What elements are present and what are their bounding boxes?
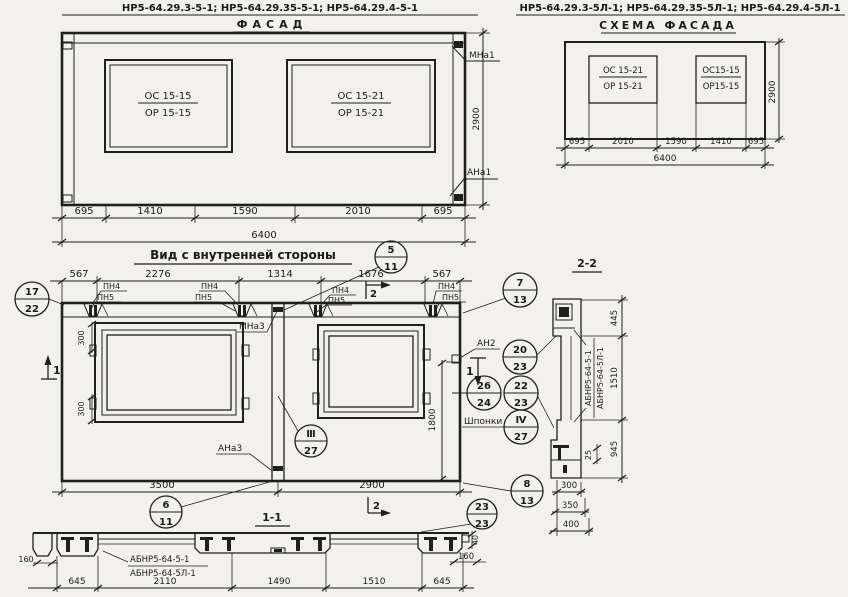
svg-text:22: 22 (514, 381, 528, 392)
dim-label: 160 (18, 555, 34, 564)
svg-text:20: 20 (513, 345, 527, 356)
dim-label: 1590 (232, 206, 258, 217)
dim-label: 1800 (428, 408, 438, 432)
panel-mark: АБНР5-64-5-1 (584, 350, 593, 406)
svg-text:23: 23 (475, 502, 489, 513)
svg-text:13: 13 (513, 295, 527, 306)
svg-text:7: 7 (516, 278, 524, 289)
dim-label: 2900 (359, 480, 385, 491)
svg-text:5: 5 (387, 245, 395, 256)
joint-label-ana3: АНа3 (218, 444, 243, 454)
dim-label: 2010 (612, 137, 634, 147)
keys-label: Шпонки (464, 417, 503, 427)
panel-mark: АБНР5-64-5-1 (130, 555, 190, 565)
window-mark: ОР 15-21 (337, 108, 385, 119)
dim-label: 300 (77, 401, 86, 417)
svg-text:23: 23 (513, 362, 527, 373)
svg-text:11: 11 (159, 517, 173, 528)
dim-label: 645 (433, 577, 451, 587)
window-mark: ОР 15-15 (144, 108, 192, 119)
facade-title: НР5-64.29.3-5-1; НР5-64.29.35-5-1; НР5-64.29.4-5-1 (121, 3, 419, 14)
dim-label: 567 (69, 269, 89, 280)
dim-label: 350 (561, 501, 579, 511)
pn4-label: ПН4 (332, 286, 350, 295)
window-mark: ОР15-15 (702, 82, 740, 92)
dim-label: 695 (747, 137, 765, 147)
dim-label: 2900 (472, 107, 482, 131)
window-mark: ОС15-15 (702, 66, 740, 76)
svg-text:24: 24 (477, 398, 491, 409)
dim-label: 2276 (145, 269, 171, 280)
dim-label: 2900 (768, 80, 778, 104)
dim-label: 945 (610, 440, 620, 458)
dim-label: 1314 (267, 269, 293, 280)
dim-label: 567 (432, 269, 452, 280)
dim-label: 1590 (665, 137, 687, 147)
dim-label: 40 (471, 534, 480, 546)
anchor-label-an2: АН2 (477, 339, 496, 349)
pn4-label: ПН4 (438, 282, 456, 291)
dim-label: 300 (77, 330, 86, 346)
dim-label: 695 (74, 206, 94, 217)
section-1-1-label: 1-1 (262, 511, 282, 524)
schema-subtitle: СХЕМА ФАСАДА (599, 19, 737, 32)
dim-label: 6400 (653, 154, 677, 164)
callout-22-23 (504, 376, 538, 410)
pn5-label: ПН5 (97, 293, 115, 302)
section-marker-label: 1 (466, 365, 474, 378)
pn5-label: ПН5 (442, 293, 460, 302)
svg-text:Ⅳ: Ⅳ (515, 415, 527, 426)
facade-subtitle: ФАСАД (236, 18, 308, 31)
joint-label-mna3: МНа3 (239, 322, 265, 332)
dim-label: 1410 (137, 206, 163, 217)
anchor-mark-bottom (454, 194, 463, 201)
dim-label: 1676 (358, 269, 384, 280)
dim-label: 1510 (362, 577, 386, 587)
svg-text:Ⅲ: Ⅲ (306, 429, 316, 440)
svg-text:13: 13 (520, 496, 534, 507)
window-mark: ОС 15-15 (144, 91, 192, 102)
dim-label: 1490 (267, 577, 291, 587)
dim-label: 400 (562, 520, 580, 530)
dim-label: 6400 (251, 230, 277, 241)
section-marker-label: 2 (370, 289, 377, 300)
section-marker-label: 2 (373, 501, 380, 512)
schema-title: НР5-64.29.3-5Л-1; НР5-64.29.35-5Л-1; НР5-64.29.4-5Л-1 (519, 3, 841, 14)
dim-label: 3500 (149, 480, 175, 491)
svg-text:11: 11 (384, 262, 398, 273)
dim-label: 2110 (153, 577, 177, 587)
section-marker-label: 1 (53, 364, 61, 377)
svg-text:6: 6 (162, 500, 170, 511)
svg-text:23: 23 (475, 519, 489, 530)
svg-text:27: 27 (304, 446, 318, 457)
svg-text:23: 23 (514, 398, 528, 409)
anchor-mark-top (454, 41, 463, 48)
panel-mark: АБНР5-64-5Л-1 (130, 569, 196, 579)
anchor-label-mna1: МНа1 (469, 51, 495, 61)
window-mark: ОС 15-21 (337, 91, 385, 102)
pn4-label: ПН4 (103, 282, 121, 291)
pn5-label: ПН5 (328, 296, 346, 305)
dim-label: 1510 (610, 367, 620, 389)
dim-label: 645 (68, 577, 86, 587)
svg-text:22: 22 (25, 304, 39, 315)
dim-label: 160 (457, 552, 475, 562)
anchor-label-ana1: АНа1 (467, 168, 492, 178)
dim-label: 25 (584, 449, 593, 461)
svg-text:27: 27 (514, 432, 528, 443)
dim-label: 300 (560, 481, 578, 491)
svg-text:17: 17 (25, 287, 39, 298)
section-2-2-title: 2-2 (577, 257, 597, 270)
inner-title: Вид с внутренней стороны (150, 248, 336, 262)
pn5-label: ПН5 (195, 293, 213, 302)
pn4-label: ПН4 (201, 282, 219, 291)
window-mark: ОС 15-21 (602, 66, 644, 76)
callout-4-27 (504, 410, 538, 444)
dim-label: 2010 (345, 206, 371, 217)
dim-label: 445 (610, 309, 620, 327)
svg-text:8: 8 (523, 479, 531, 490)
dim-label: 695 (568, 137, 586, 147)
window-mark: ОР 15-21 (603, 82, 643, 92)
dim-label: 1410 (710, 137, 732, 147)
dim-label: 695 (433, 206, 453, 217)
panel-mark: АБНР5-64-5Л-1 (596, 347, 605, 409)
callout-20-23 (503, 340, 537, 374)
svg-text:26: 26 (477, 381, 491, 392)
